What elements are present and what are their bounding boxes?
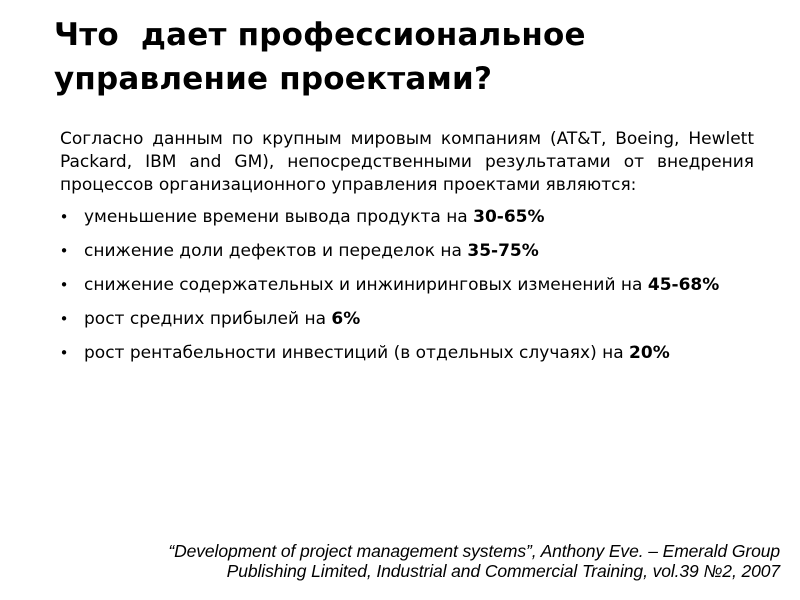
list-item-text: уменьшение времени вывода продукта на [84, 207, 474, 227]
list-item-text: снижение содержательных и инжиниринговых изменений на [84, 275, 648, 295]
bullet-icon: • [59, 310, 69, 328]
list-item-value: 30-65% [473, 207, 545, 227]
intro-paragraph: Согласно данным по крупным мировым компаниям (AT&T, Boeing, Hewlett Packard, IBM and GM), непосредственными результатами от внедрения процессов организационного управления проектами являются: [60, 129, 754, 195]
list-item-text: рост средних прибылей на [84, 309, 332, 329]
list-item-value: 35-75% [467, 241, 539, 261]
bullet-icon: • [59, 242, 69, 260]
list-item [60, 206, 754, 229]
citation [40, 541, 780, 581]
list-item-value: 45-68% [647, 275, 720, 295]
bullet-icon: • [59, 276, 69, 294]
list-item [60, 308, 754, 331]
list-item-text: снижение доли дефектов и переделок на [84, 241, 468, 261]
slide-title: Что дает профессиональное управление проектами? [54, 17, 586, 97]
list-item [60, 240, 754, 263]
results-list [60, 206, 754, 365]
bullet-icon: • [59, 344, 69, 362]
slide-content [60, 128, 754, 376]
citation-line: “Development of project management systems”, Anthony Eve. – Emerald Group [168, 541, 780, 561]
list-item-text: рост рентабельности инвестиций (в отдельных случаях) на [84, 343, 630, 363]
list-item-value: 20% [629, 343, 670, 363]
citation-line: Publishing Limited, Industrial and Commercial Training, vol.39 №2, 2007 [226, 561, 780, 581]
list-item [60, 342, 754, 365]
list-item [60, 274, 754, 297]
list-item-value: 6% [331, 309, 361, 329]
bullet-icon: • [59, 208, 69, 226]
